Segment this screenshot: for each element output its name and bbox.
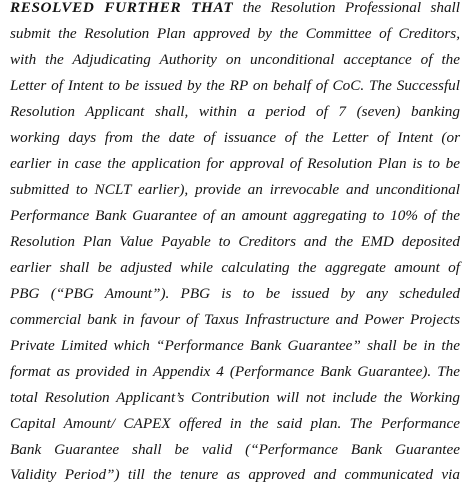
resolved-further-that-heading: RESOLVED FURTHER THAT: [10, 0, 234, 16]
text-line-3: with the Adjudicating Authority on unconditional acceptance of the: [10, 51, 460, 68]
text-line-5: Resolution Applicant shall, within a period of 7 (seven) banking: [10, 103, 460, 120]
text-line-19: Validity Period”) till the tenure as approved and communicated via: [10, 466, 460, 483]
text-line-4: Letter of Intent to be issued by the RP on behalf of CoC. The Successful: [10, 77, 460, 94]
text-line-6: working days from the date of issuance of the Letter of Intent (or: [10, 129, 460, 146]
text-line-15: format as provided in Appendix 4 (Performance Bank Guarantee). The: [10, 363, 460, 380]
text-line-8: submitted to NCLT earlier), provide an irrevocable and unconditional: [10, 181, 460, 198]
text-line-9: Performance Bank Guarantee of an amount aggregating to 10% of the: [10, 207, 460, 224]
text-line-17: Capital Amount/ CAPEX offered in the said plan. The Performance: [10, 415, 460, 432]
text-line-2: submit the Resolution Plan approved by the Committee of Creditors,: [10, 25, 460, 42]
text-line-16: total Resolution Applicant’s Contribution will not include the Working: [10, 389, 460, 406]
text-line-14: Private Limited which “Performance Bank Guarantee” shall be in the: [10, 337, 460, 354]
text-line-11: earlier shall be adjusted while calculating the aggregate amount of: [10, 259, 460, 276]
document-page: [10, 0, 461, 483]
text-line-10: Resolution Plan Value Payable to Creditors and the EMD deposited: [10, 233, 460, 250]
text-line-1-rest: the Resolution Professional shall: [233, 0, 461, 16]
text-line-13: commercial bank in favour of Taxus Infrastructure and Power Projects: [10, 311, 460, 328]
text-line-12: PBG (“PBG Amount”). PBG is to be issued by any scheduled: [10, 285, 460, 302]
text-line-7: earlier in case the application for approval of Resolution Plan is to be: [10, 155, 460, 172]
text-line-1: [10, 0, 460, 21]
text-line-18: Bank Guarantee shall be valid (“Performance Bank Guarantee: [10, 441, 460, 458]
